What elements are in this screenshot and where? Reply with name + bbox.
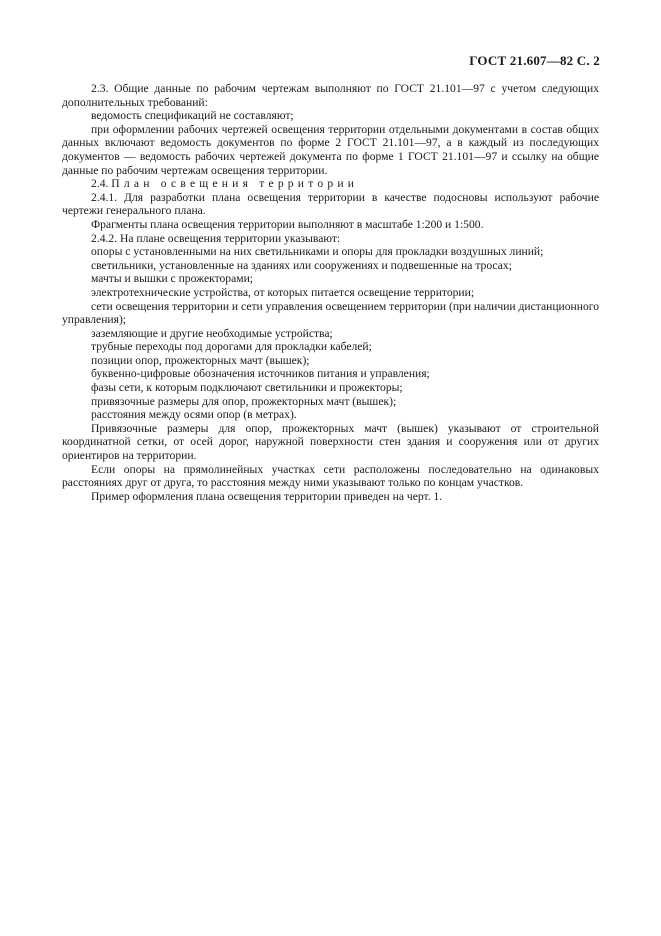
list-item: заземляющие и другие необходимые устройства; <box>91 326 333 340</box>
list-item: мачты и вышки с прожекторами; <box>91 272 254 286</box>
paragraph-2-4-1: 2.4.1. Для разработки плана освещения территории в качестве подосновы используют рабочие чертежи генерального плана. <box>62 190 599 218</box>
paragraph: Привязочные размеры для опор, прожекторных мачт (вышек) указывают от строительной координатной сетки, от осей дорог, наружной поверхности стен здания и сооружения или от других ориентиров на территории. <box>62 421 599 463</box>
paragraph: Если опоры на прямолинейных участках сети расположены последовательно на одинаковых расстояниях друг от друга, то расстояния между ними указывают только по концам участков. <box>62 462 599 490</box>
document-body <box>62 82 599 503</box>
list-item: фазы сети, к которым подключают светильники и прожекторы; <box>91 381 403 395</box>
paragraph-2-4-2: 2.4.2. На плане освещения территории указывают: <box>91 231 341 245</box>
list-item: буквенно-цифровые обозначения источников питания и управления; <box>91 367 430 381</box>
list-item: сети освещения территории и сети управления освещением территории (при наличии дистанционного управления); <box>62 299 599 327</box>
list-item: светильники, установленные на зданиях или сооружениях и подвешенные на тросах; <box>91 258 512 272</box>
list-item: при оформлении рабочих чертежей освещения территории отдельными документами в состав общих данных включают ведомость документов по форме 2 ГОСТ 21.101—97, а в каждый из последующих документов — ведомость рабочих чертежей документа по форме 1 ГОСТ 21.101—97 и ссылку на общие данные по рабочим чертежам освещения территории. <box>62 122 599 177</box>
paragraph-2-3: 2.3. Общие данные по рабочим чертежам выполняют по ГОСТ 21.101—97 с учетом следующих дополнительных требований: <box>62 82 599 109</box>
list-item: электротехнические устройства, от которых питается освещение территории; <box>91 285 475 299</box>
list-item: расстояния между осями опор (в метрах). <box>91 408 297 422</box>
paragraph: Фрагменты плана освещения территории выполняют в масштабе 1:200 и 1:500. <box>91 217 484 231</box>
list-item: привязочные размеры для опор, прожекторных мачт (вышек); <box>91 394 397 408</box>
list-item: позиции опор, прожекторных мачт (вышек); <box>91 353 310 367</box>
paragraph: Пример оформления плана освещения территории приведен на черт. 1. <box>91 489 443 503</box>
list-item: ведомость спецификаций не составляют; <box>91 109 294 123</box>
list-item: трубные переходы под дорогами для прокладки кабелей; <box>91 340 372 354</box>
section-heading-2-4 <box>62 177 599 191</box>
list-item: опоры с установленными на них светильниками и опоры для прокладки воздушных линий; <box>91 245 544 259</box>
section-title: План освещения территории <box>111 177 359 191</box>
section-number: 2.4. <box>91 177 109 191</box>
document-header: ГОСТ 21.607—82 С. 2 <box>469 53 600 68</box>
